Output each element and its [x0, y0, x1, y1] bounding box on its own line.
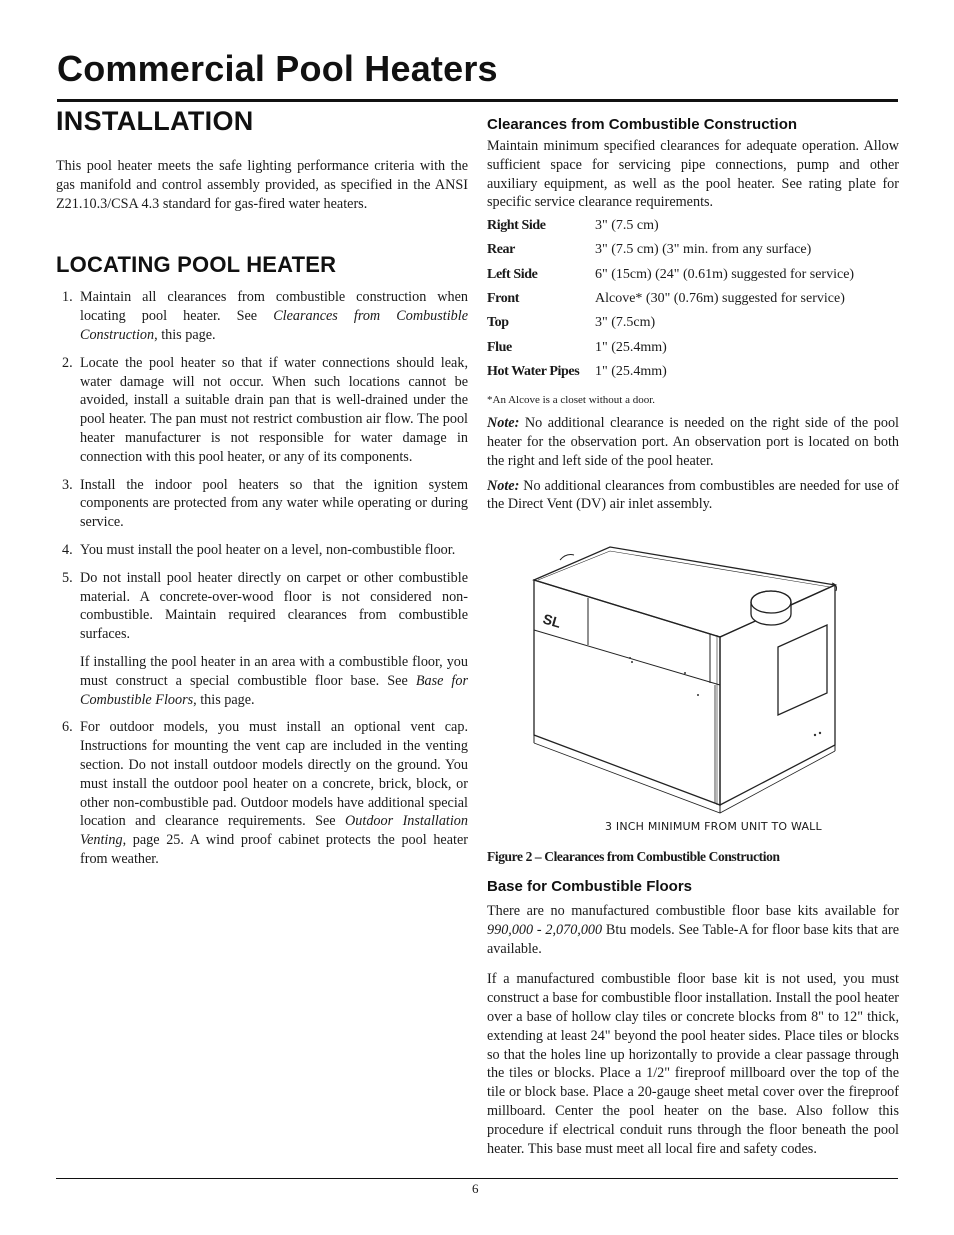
list-item-text: , this page. — [154, 326, 216, 343]
clearance-label: Flue — [487, 339, 512, 355]
footer-rule — [56, 1178, 898, 1179]
locating-list — [56, 288, 468, 868]
front-logo: SL — [541, 610, 563, 631]
clearance-value: 1" (25.4mm) — [595, 363, 667, 379]
clearance-value: Alcove* (30" (0.76m) suggested for service) — [595, 291, 845, 307]
list-item-text: Maintain all clearances from combustible construction when locating pool heater. See — [80, 289, 468, 325]
table-row — [487, 364, 854, 388]
list-item-number: 2. — [62, 354, 73, 371]
title-rule — [57, 99, 898, 102]
note-text: No additional clearance is needed on the right side of the pool heater for the observation port. An observation port is located on both the right and left side of the pool heater. — [487, 415, 899, 469]
list-item-number: 5. — [62, 569, 73, 586]
clearances-table — [487, 218, 854, 388]
list-item-text: , page 25. A wind proof cabinet protects the pool heater from weather. — [80, 832, 468, 867]
clearance-label: Rear — [487, 242, 515, 258]
installation-intro: This pool heater meets the safe lighting performance criteria with the gas manifold and control assembly provided, as specified in the ANSI Z21.10.3/CSA 4.3 standard for gas-fired water heaters. — [56, 158, 468, 212]
list-item — [56, 569, 468, 710]
table-row — [487, 291, 854, 315]
table-row — [487, 340, 854, 364]
list-item-number: 3. — [62, 476, 73, 493]
clearance-label: Hot Water Pipes — [487, 363, 580, 379]
list-item — [56, 541, 468, 560]
heater-front-face — [534, 580, 720, 805]
note-label: Note: — [487, 477, 520, 494]
table-row — [487, 315, 854, 339]
list-item-number: 1. — [62, 289, 73, 306]
left-column — [56, 104, 468, 878]
list-item-number: 6. — [62, 719, 73, 736]
table-row — [487, 267, 854, 291]
list-item — [56, 476, 468, 532]
list-item-extra — [80, 653, 468, 709]
clearance-value: 1" (25.4mm) — [595, 339, 667, 355]
table-row — [487, 218, 854, 242]
base-section — [487, 878, 899, 1158]
clearance-value: 3" (7.5cm) — [595, 315, 656, 331]
document-title: Commercial Pool Heaters — [57, 48, 498, 89]
clearances-heading: Clearances from Combustible Construction — [487, 116, 798, 133]
figure-min-label: 3 INCH MINIMUM FROM UNIT TO WALL — [605, 820, 822, 833]
cross-reference: Outdoor Installation Venting — [80, 813, 468, 849]
note-text: No additional clearances from combustibles are needed for use of the Direct Vent (DV) air inlet assembly. — [487, 477, 899, 513]
clearance-label: Right Side — [487, 218, 546, 234]
list-item — [56, 354, 468, 467]
installation-heading: INSTALLATION — [56, 106, 254, 136]
clearance-value: 6" (15cm) (24" (0.61m) suggested for service) — [595, 266, 855, 282]
note-observation-port — [487, 414, 899, 470]
heater-top-face — [534, 547, 835, 637]
paragraph-text: There are no manufactured combustible floor base kits available for — [487, 903, 899, 919]
clearance-label: Left Side — [487, 266, 538, 282]
list-item-text: You must install the pool heater on a level, non-combustible floor. — [80, 541, 456, 558]
clearance-value: 3" (7.5 cm) (3" min. from any surface) — [595, 242, 812, 258]
cross-reference: Base for Combustible Floors — [80, 672, 468, 708]
alcove-footnote: *An Alcove is a closet without a door. — [487, 394, 656, 407]
clearance-label: Front — [487, 291, 519, 307]
locating-heading: LOCATING POOL HEATER — [56, 252, 337, 278]
clearance-label: Top — [487, 315, 509, 331]
base-paragraph-2: If a manufactured combustible floor base kit is not used, you must construct a base for combustible floor installation. Install the pool heater over a base of hollow clay tiles or concrete blocks from 8" to 12" thick, extending at least 24" beyond the pool heater sides. Place tiles or blocks so that the holes line up horizontally to provide a clear passage through the tiles or blocks. Place a 1/2" fireproof millboard over the top of the tile or block base. Place a 20-gauge sheet metal cover over the fireproof millboard. Center the pool heater on the base. Also follow this procedure if electrical conduit runs through the floor beneath the pool heater. This base must meet all local fire and safety codes. — [487, 971, 899, 1157]
pool-heater-figure — [520, 535, 880, 835]
list-item — [56, 718, 468, 868]
model-range: 990,000 - 2,070,000 — [487, 921, 603, 938]
base-paragraph-1 — [487, 902, 899, 958]
list-item-text: , this page. — [193, 691, 255, 708]
page-number: 6 — [472, 1181, 479, 1196]
list-item-text: Locate the pool heater so that if water connections should leak, water damage will not occur. When such locations cannot be avoided, install a suitable drain pan that is well-drained under the pool heater. The pan must not restrict combustion air flow. The pool heater manufacturer is not responsible for water damage in connection with this pool heater, or any of its components. — [80, 354, 468, 465]
list-item-text: If installing the pool heater in an area with a combustible floor, you must construct a special combustible floor base. See — [80, 653, 468, 689]
flue-collar — [751, 591, 791, 625]
clearances-intro: Maintain minimum specified clearances for adequate operation. Allow sufficient space for servicing pipe connections, pump and other auxiliary equipment, as well as the pool heater. See rating plate for specific service clearance requirements. — [487, 138, 899, 211]
list-item-text: Do not install pool heater directly on carpet or other combustible material. A concrete-over-wood floor is not considered non-combustible. Maintain required clearances from combustible surfaces. — [80, 569, 468, 643]
paragraph-text: Btu models. See Table-A for floor base kits that are available. — [487, 921, 899, 957]
table-row — [487, 242, 854, 266]
list-item-text: For outdoor models, you must install an optional vent cap. Instructions for mounting the vent cap are included in the venting section. Do not install outdoor models directly on the ground. You must install the outdoor pool heater on a concrete, brick, block, or other non-combustible pad. Outdoor models have additional special location and clearance requirements. See — [80, 719, 468, 830]
cross-reference: Clearances from Combustible Construction — [80, 308, 468, 343]
clearance-value: 3" (7.5 cm) — [595, 218, 659, 234]
list-item — [56, 288, 468, 344]
note-label: Note: — [487, 415, 520, 432]
list-item-text: Install the indoor pool heaters so that the ignition system components are protected from any water while operating or during service. — [80, 476, 468, 531]
side-vent-panel — [778, 625, 827, 715]
note-direct-vent — [487, 477, 899, 515]
base-heading: Base for Combustible Floors — [487, 878, 693, 895]
list-item-number: 4. — [62, 541, 73, 558]
figure-caption: Figure 2 – Clearances from Combustible Construction — [487, 849, 780, 864]
right-column — [487, 116, 899, 514]
